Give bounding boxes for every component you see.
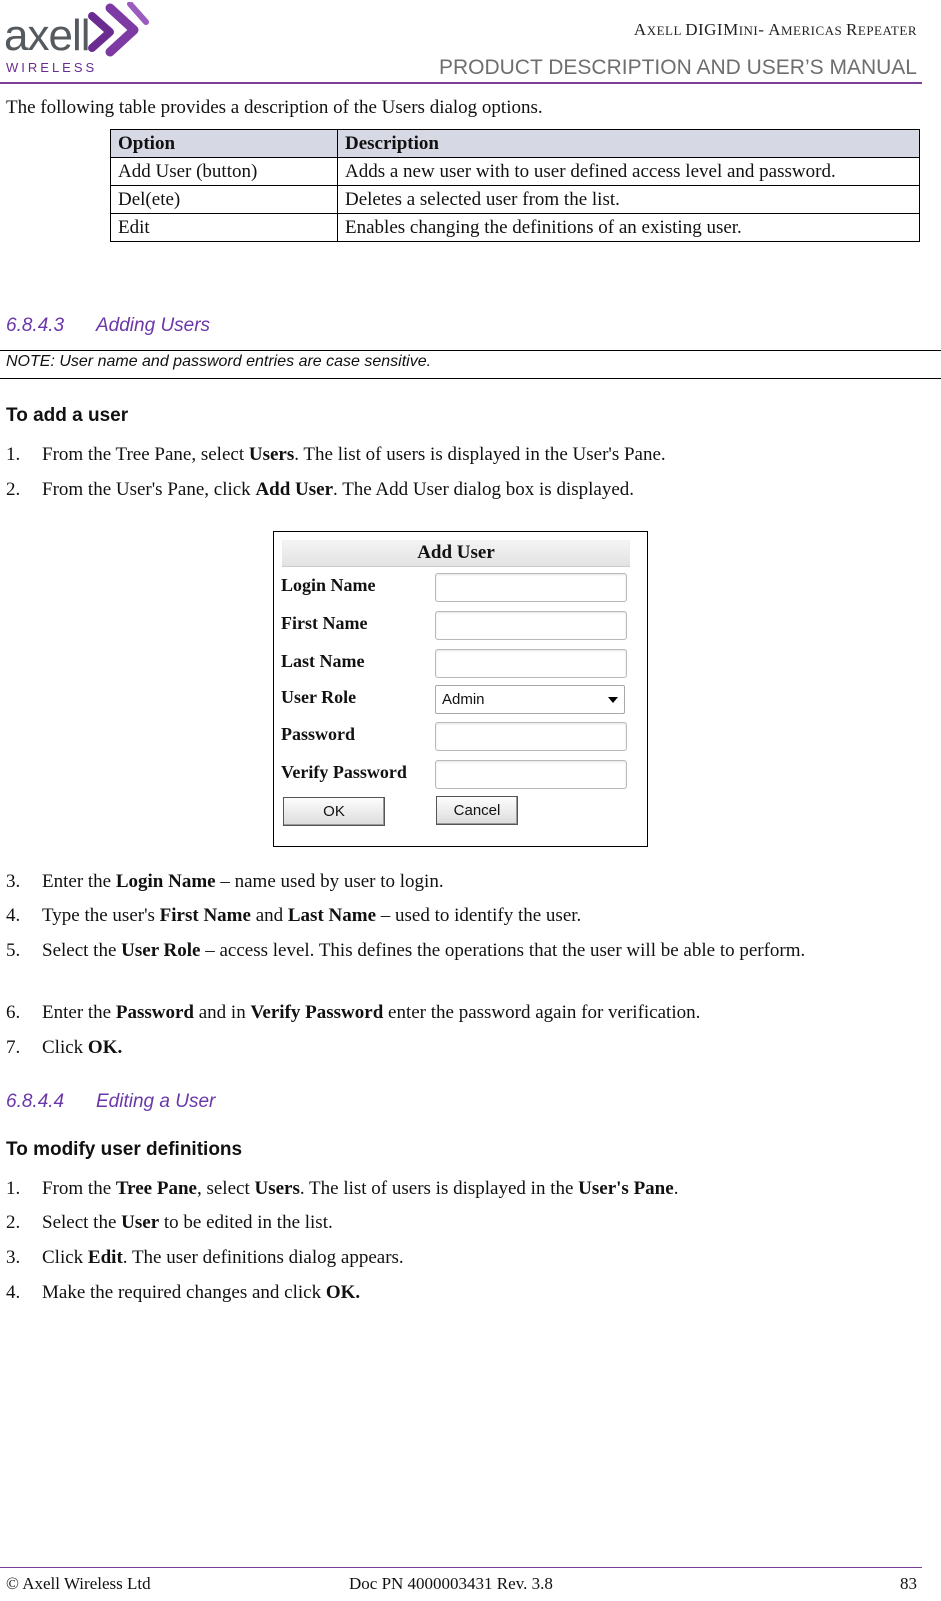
table-cell-description: Deletes a selected user from the list. [338, 186, 920, 214]
table-header-option: Option [111, 130, 338, 158]
password-label: Password [281, 724, 356, 744]
footer-copyright: © Axell Wireless Ltd [6, 1574, 151, 1593]
procedure-title-modify-user: To modify user definitions [6, 1139, 243, 1160]
table-row [111, 214, 920, 242]
section-heading-editing-user: 6.8.4.4 Editing a User [6, 1091, 216, 1112]
table-row [111, 158, 920, 186]
login-name-label: Login Name [281, 575, 376, 595]
add-user-dialog-screenshot [273, 531, 648, 847]
table-header-description: Description [338, 130, 920, 158]
ok-button[interactable]: OK [283, 797, 385, 826]
verify-password-label: Verify Password [281, 762, 407, 782]
page-number: 83 [900, 1574, 917, 1593]
table-cell-option: Del(ete) [111, 186, 338, 214]
last-name-input[interactable] [435, 649, 627, 678]
first-name-label: First Name [281, 613, 368, 633]
list-item: 5. Select the User Role – access level. This defines the operations that the user will be able to perform. [6, 940, 806, 961]
header-divider [0, 82, 922, 84]
table-row [111, 186, 920, 214]
users-options-table [110, 129, 920, 242]
logo-subtitle: WIRELESS [6, 60, 98, 75]
note-text: NOTE: User name and password entries are case sensitive. [6, 353, 432, 370]
table-cell-option: Add User (button) [111, 158, 338, 186]
section-heading-adding-users: 6.8.4.3 Adding Users [6, 315, 211, 336]
table-cell-description: Enables changing the definitions of an existing user. [338, 214, 920, 242]
first-name-input[interactable] [435, 611, 627, 640]
footer-doc-number: Doc PN 4000003431 Rev. 3.8 [349, 1574, 553, 1593]
header-manual-title: PRODUCT DESCRIPTION AND USER’S MANUAL [438, 56, 917, 79]
verify-password-input[interactable] [435, 760, 627, 789]
last-name-label: Last Name [281, 651, 365, 671]
dialog-title: Add User [282, 540, 630, 567]
login-name-input[interactable] [435, 573, 627, 602]
user-role-value: Admin [442, 691, 485, 708]
cancel-button[interactable]: Cancel [436, 796, 518, 825]
header-product-line: AXELL DIGIMINI- AMERICAS REPEATER [633, 20, 917, 39]
user-role-select[interactable] [435, 685, 625, 714]
logo-wordmark: axell [4, 11, 90, 60]
procedure-title-add-user: To add a user [6, 405, 129, 426]
table-header-row [111, 130, 920, 158]
footer-divider [0, 1567, 922, 1568]
chevron-down-icon [608, 697, 618, 703]
intro-paragraph: The following table provides a description of the Users dialog options. [6, 97, 543, 118]
table-cell-description: Adds a new user with to user defined access level and password. [338, 158, 920, 186]
password-input[interactable] [435, 722, 627, 751]
table-cell-option: Edit [111, 214, 338, 242]
user-role-label: User Role [281, 687, 357, 707]
